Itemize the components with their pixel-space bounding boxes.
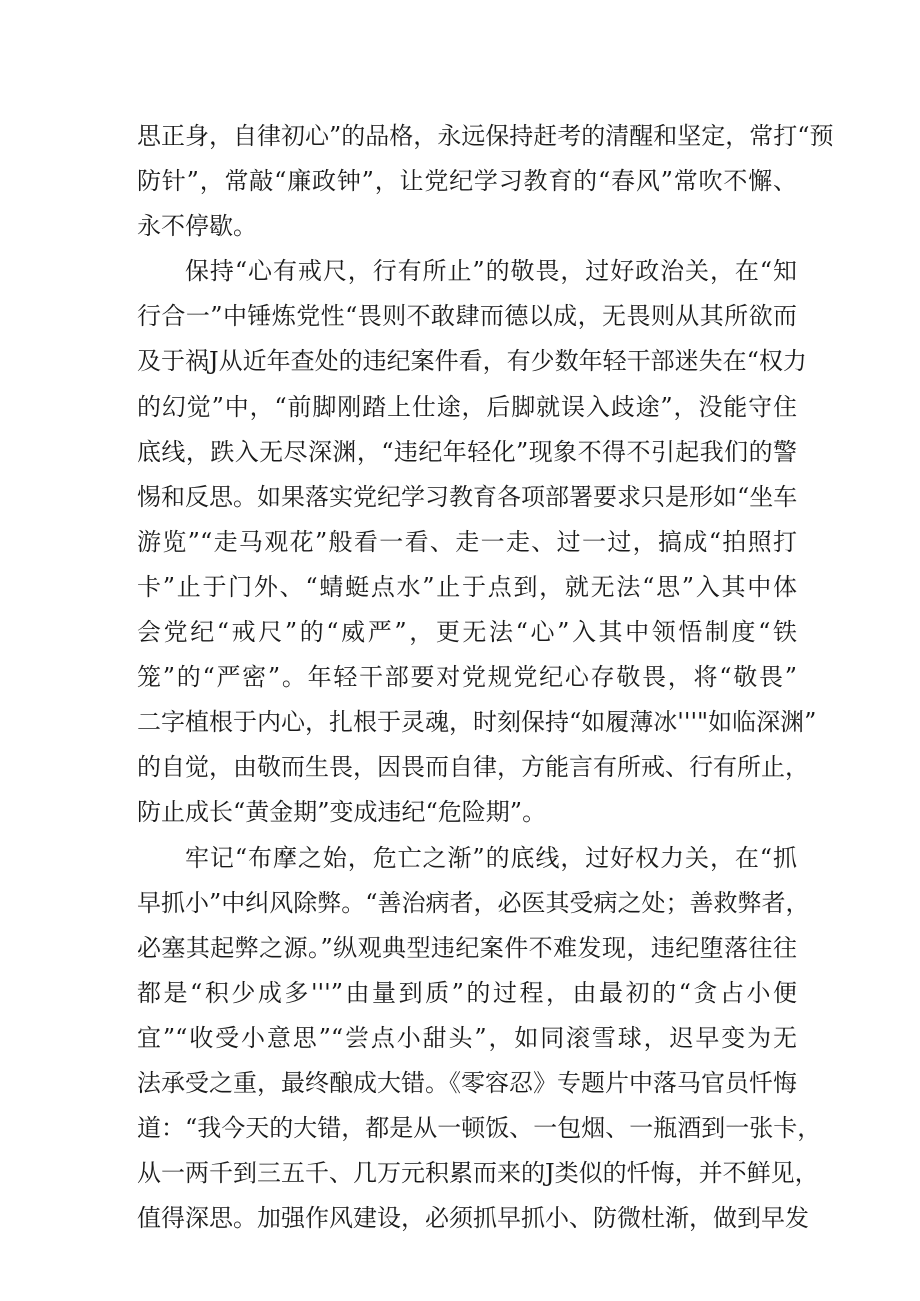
text-line: 思正身，自律初心”的品格，永远保持赶考的清醒和坚定，常打“预: [137, 122, 834, 150]
text-line: 笼”的“严密”。年轻干部要对党规党纪心存敬畏，将“敬畏”: [137, 663, 797, 692]
text-line: 二字植根于内心，扎根于灵魂，时刻保持“如履薄冰'''"如临深渊”: [137, 708, 817, 737]
text-line: 永不停歇。: [137, 212, 257, 241]
text-line: 卡”止于门外、“蜻蜓点水”止于点到，就无法“思”入其中体: [137, 572, 797, 601]
text-line: 都是“积少成多'''”由量到质”的过程，由最初的“贪占小便: [137, 978, 797, 1007]
text-line: 保持“心有戒尺，行有所止”的敬畏，过好政治关，在“知: [185, 257, 797, 286]
text-line: 法承受之重，最终酿成大错。《零容忍》专题片中落马官员忏悔: [137, 1068, 797, 1097]
text-line: 底线，跌入无尽深渊，“违纪年轻化”现象不得不引起我们的警: [137, 437, 797, 466]
text-line: 从一两千到三五千、几万元积累而来的J类似的忏悔，并不鲜见，: [137, 1159, 819, 1188]
text-line: 的自觉，由敬而生畏，因畏而自律，方能言有所戒、行有所止，: [137, 753, 809, 782]
text-line: 及于祸J从近年查处的违纪案件看，有少数年轻干部迷失在“权力: [137, 347, 807, 376]
text-line: 的幻觉”中，“前脚刚踏上仕途，后脚就误入歧途”，没能守住: [137, 392, 797, 421]
text-line: 惕和反思。如果落实党纪学习教育各项部署要求只是形如“坐车: [137, 482, 798, 511]
document-body: [137, 114, 834, 1241]
text-line: 游览”“走马观花”般看一看、走一走、过一过，搞成“拍照打: [137, 527, 797, 556]
text-line: 防止成长“黄金期”变成违纪“危险期”。: [137, 798, 547, 827]
paragraph-3: [137, 836, 822, 1242]
text-line: 值得深思。加强作风建设，必须抓早抓小、防微杜渐，做到早发: [137, 1204, 809, 1233]
text-line: 道：“我今天的大错，都是从一顿饭、一包烟、一瓶酒到一张卡，: [137, 1114, 822, 1143]
text-line: 宜”“收受小意思”“尝点小甜头”，如同滚雪球，迟早变为无: [137, 1023, 797, 1052]
paragraph-2: [137, 249, 817, 835]
text-line: 行合一”中锤炼党性“畏则不敢肆而德以成，无畏则从其所欲而: [137, 302, 797, 331]
text-line: 会党纪“戒尺”的“威严”，更无法“心”入其中领悟制度“铁: [137, 618, 797, 647]
text-line: 必塞其起弊之源。”纵观典型违纪案件不难发现，违纪堕落往往: [137, 933, 797, 962]
text-line: 牢记“布摩之始，危亡之渐”的底线，过好权力关，在“抓: [185, 843, 797, 872]
text-line: 早抓小”中纠风除弊。“善治病者，必医其受病之处；善救弊者，: [137, 888, 810, 917]
paragraph-1: [137, 114, 834, 249]
text-line: 防针”，常敲“廉政钟”，让党纪学习教育的“春风”常吹不懈、: [137, 167, 797, 196]
